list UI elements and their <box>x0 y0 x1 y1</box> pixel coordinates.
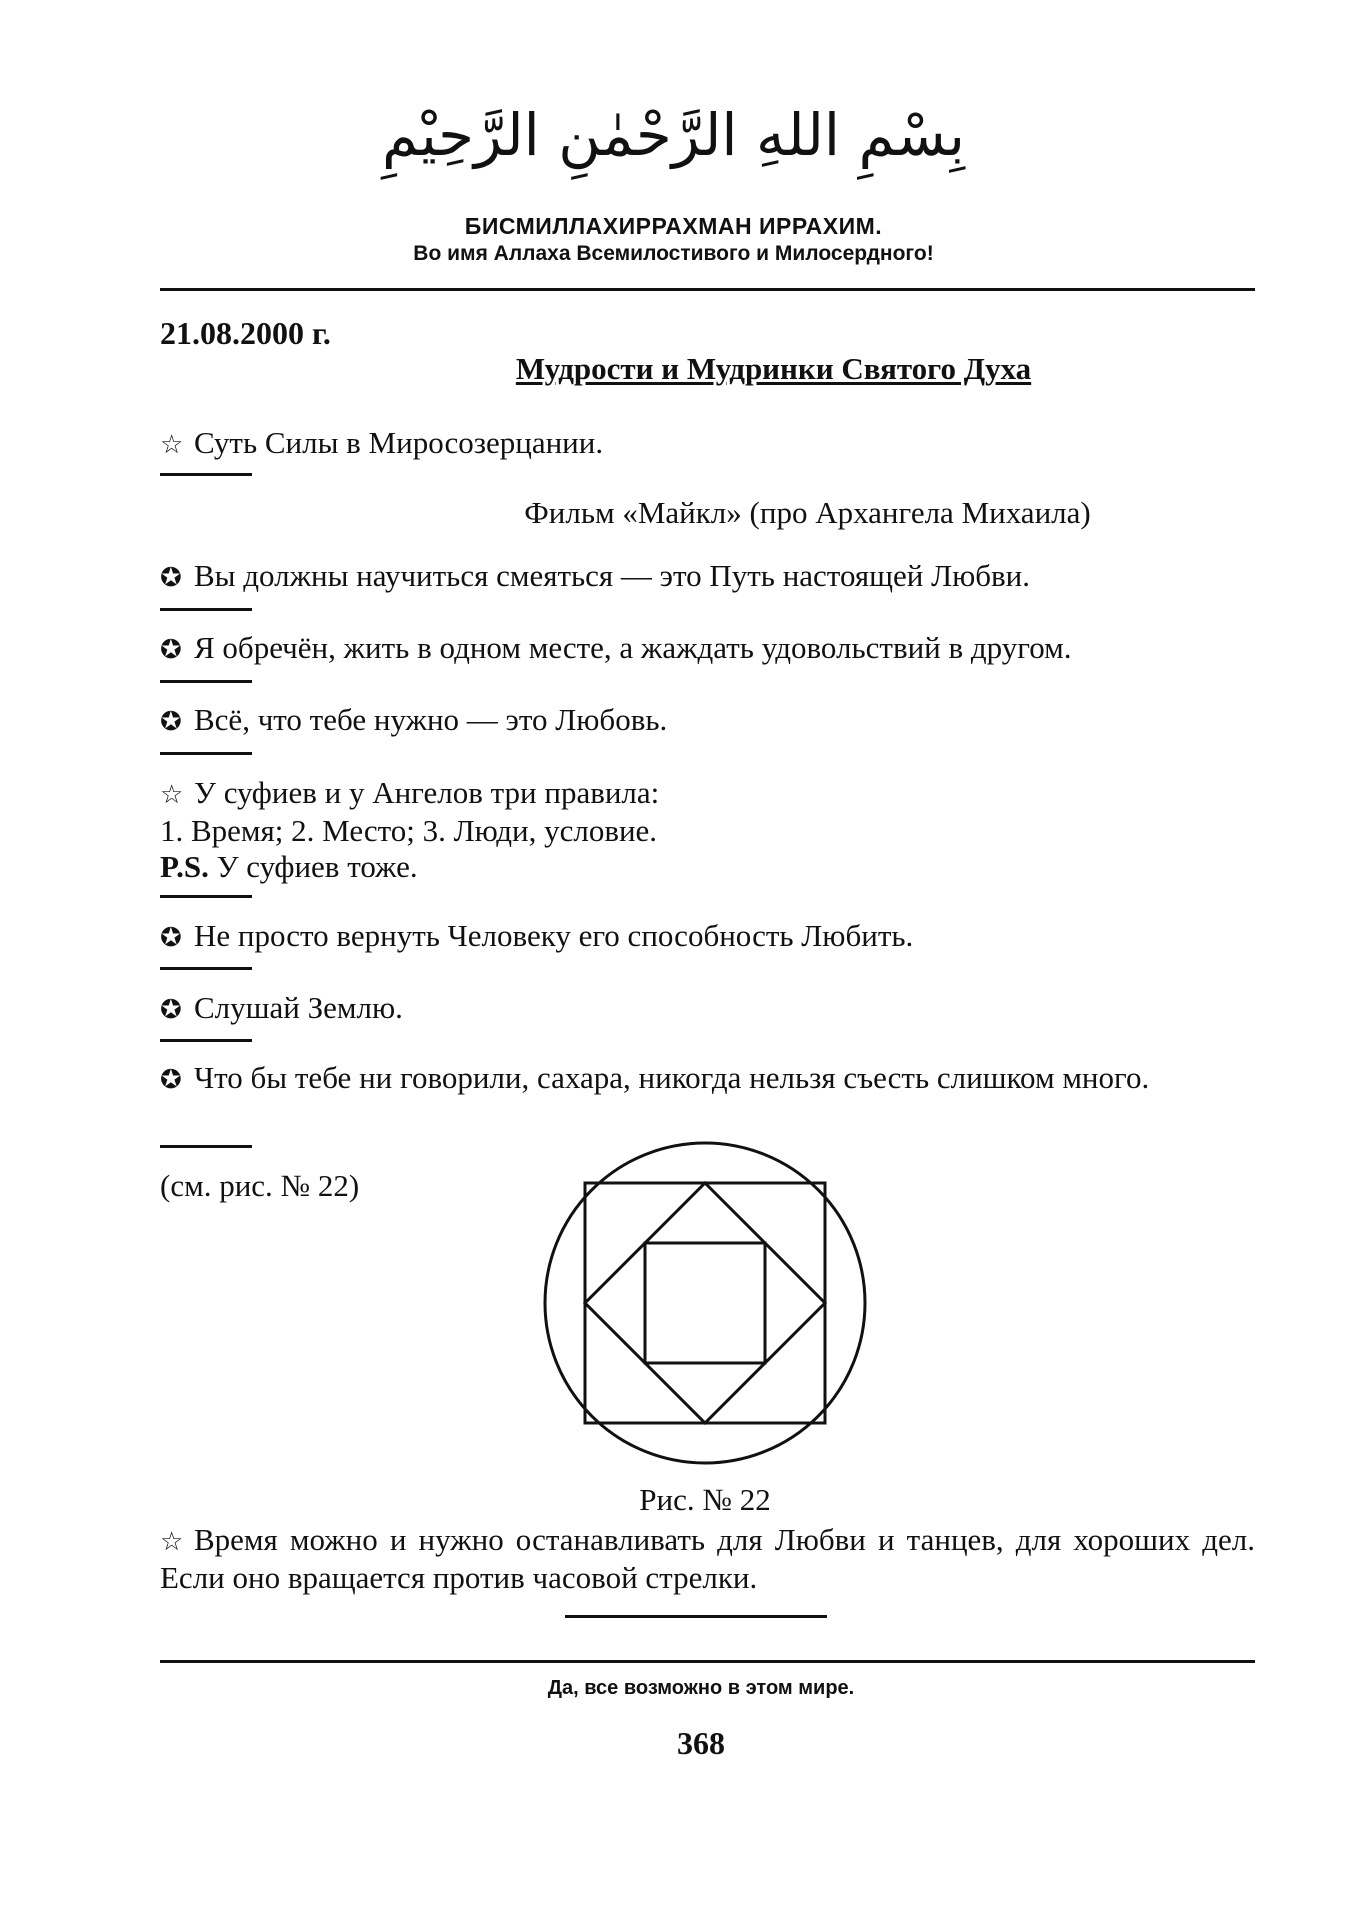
separator <box>160 967 252 970</box>
header-title: БИСМИЛЛАХИРРАХМАН ИРРАХИМ. <box>464 213 883 239</box>
figure-inner-square <box>645 1243 765 1363</box>
figure-reference: (см. рис. № 22) <box>160 1168 360 1203</box>
separator <box>160 752 252 755</box>
wisdom-item: ✪ Всё, что тебе нужно — это Любовь. <box>160 702 1255 740</box>
star-icon: ☆ <box>160 780 184 809</box>
separator <box>160 1145 252 1148</box>
section-title: Мудрости и Мудринки Святого Духа <box>515 351 1032 386</box>
wisdom-item: ✪ Вы должны научиться смеяться — это Путь настоящей Любви. <box>160 558 1255 596</box>
entry-date: 21.08.2000 г. <box>160 315 331 351</box>
star-icon: ☆ <box>160 1527 184 1556</box>
footer-rule <box>160 1660 1255 1663</box>
bismillah-calligraphy: بِسْمِ اللهِ الرَّحْمٰنِ الرَّحِيْمِ <box>382 101 965 169</box>
star-icon: ☆ <box>160 430 184 459</box>
wisdom-item: ☆ Суть Силы в Миросозерцании. <box>160 425 1255 463</box>
separator <box>160 1039 252 1042</box>
circled-star-icon: ✪ <box>160 1065 182 1094</box>
wisdom-item: ✪ Я обречён, жить в одном месте, а жаждать удовольствий в другом. <box>160 630 1255 668</box>
page-number: 368 <box>677 1725 725 1761</box>
circled-star-icon: ✪ <box>160 635 182 664</box>
wisdom-item: ☆ У суфиев и у Ангелов три правила: 1. Время; 2. Место; 3. Люди, условие. P.S. У суфиев тоже. <box>160 775 660 884</box>
wisdom-item: ☆ Время можно и нужно останавливать для Любви и танцев, для хороших дел. Если оно вращается против часовой стрелки. <box>160 1522 1255 1595</box>
figure-22 <box>540 1138 870 1468</box>
wisdom-item: ✪ Что бы тебе ни говорили, сахара, никогда нельзя съесть слишком много. <box>160 1060 1150 1095</box>
wisdom-item: ✪ Не просто вернуть Человеку его способность Любить. <box>160 918 1255 956</box>
wisdom-item: ✪ Слушай Землю. <box>160 990 1255 1028</box>
header-subtitle: Во имя Аллаха Всемилостивого и Милосердного! <box>413 242 934 265</box>
footer-motto: Да, все возможно в этом мире. <box>547 1677 855 1699</box>
separator <box>160 895 252 898</box>
circled-star-icon: ✪ <box>160 995 182 1024</box>
separator <box>160 473 252 476</box>
figure-caption: Рис. № 22 <box>639 1482 771 1517</box>
figure-outer-square <box>585 1183 825 1423</box>
separator <box>160 680 252 683</box>
film-line: Фильм «Майкл» (про Архангела Михаила) <box>524 495 1091 530</box>
circled-star-icon: ✪ <box>160 923 182 952</box>
separator <box>160 608 252 611</box>
figure-diamond <box>585 1183 825 1423</box>
circled-star-icon: ✪ <box>160 563 182 592</box>
figure-circle <box>545 1143 865 1463</box>
circled-star-icon: ✪ <box>160 707 182 736</box>
end-rule <box>565 1615 827 1618</box>
header-rule <box>160 288 1255 291</box>
